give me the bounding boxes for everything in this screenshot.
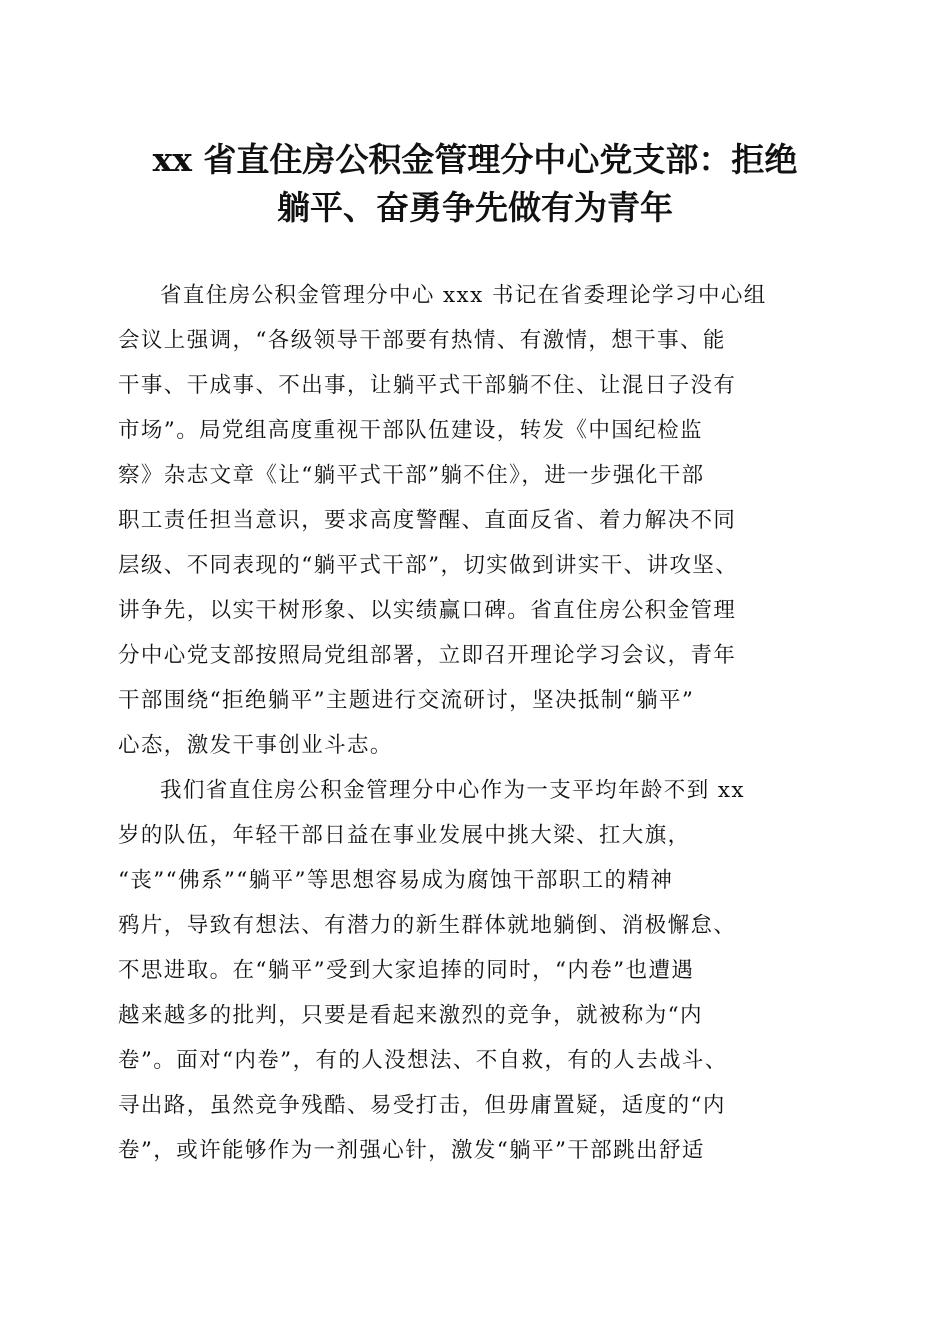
paragraph-line: 市场”。局党组高度重视干部队伍建设，转发《中国纪检监 <box>118 418 703 443</box>
paragraph-line: “丧”“佛系”“躺平”等思想容易成为腐蚀干部职工的精神 <box>118 868 674 893</box>
paragraph-line: 职工责任担当意识，要求高度警醒、直面反省、着力解决不同 <box>118 508 737 533</box>
paragraph-line: 分中心党支部按照局党组部署，立即召开理论学习会议，青年 <box>118 643 737 668</box>
paragraph-line: 岁的队伍，年轻干部日益在事业发展中挑大梁、扛大旗， <box>118 823 691 848</box>
paragraph-line: 干事、干成事、不出事，让躺平式干部躺不住、让混日子没有 <box>118 373 737 398</box>
paragraph-line: 越来越多的批判，只要是看起来激烈的竞争，就被称为“内 <box>118 1003 703 1028</box>
paragraph-line: 省直住房公积金管理分中心 xxx 书记在省委理论学习中心组 <box>160 283 767 308</box>
paragraph-line: 我们省直住房公积金管理分中心作为一支平均年龄不到 xx <box>160 778 745 803</box>
paragraph-line: 寻出路，虽然竞争残酷、易受打击，但毋庸置疑，适度的“内 <box>118 1093 726 1118</box>
paragraph-line: 鸦片，导致有想法、有潜力的新生群体就地躺倒、消极懈怠、 <box>118 913 737 938</box>
paragraph-line: 不思进取。在“躺平”受到大家追捧的同时，“内卷”也遭遇 <box>118 958 695 983</box>
paragraph-line: 讲争先，以实干树形象、以实绩赢口碑。省直住房公积金管理 <box>118 598 737 623</box>
paragraph-line: 干部围绕“拒绝躺平”主题进行交流研讨，坚决抵制“躺平” <box>118 688 695 713</box>
paragraph-line: 层级、不同表现的“躺平式干部”，切实做到讲实干、讲攻坚、 <box>118 553 739 578</box>
paragraph-line: 卷”，或许能够作为一剂强心针，激发“躺平”干部跳出舒适 <box>118 1138 705 1163</box>
paragraph-line: 察》杂志文章《让“躺平式干部”躺不住》，进一步强化干部 <box>118 463 705 488</box>
document-title-line-2: 躺平、奋勇争先做有为青年 <box>277 188 673 227</box>
paragraph-line: 卷”。面对“内卷”，有的人没想法、不自救，有的人去战斗、 <box>118 1048 728 1073</box>
paragraph-line: 心态，激发干事创业斗志。 <box>118 733 393 758</box>
document-title-line-1: xx 省直住房公积金管理分中心党支部：拒绝 <box>152 140 798 179</box>
paragraph-line: 会议上强调，“各级领导干部要有热情、有激情，想干事、能 <box>118 328 726 353</box>
